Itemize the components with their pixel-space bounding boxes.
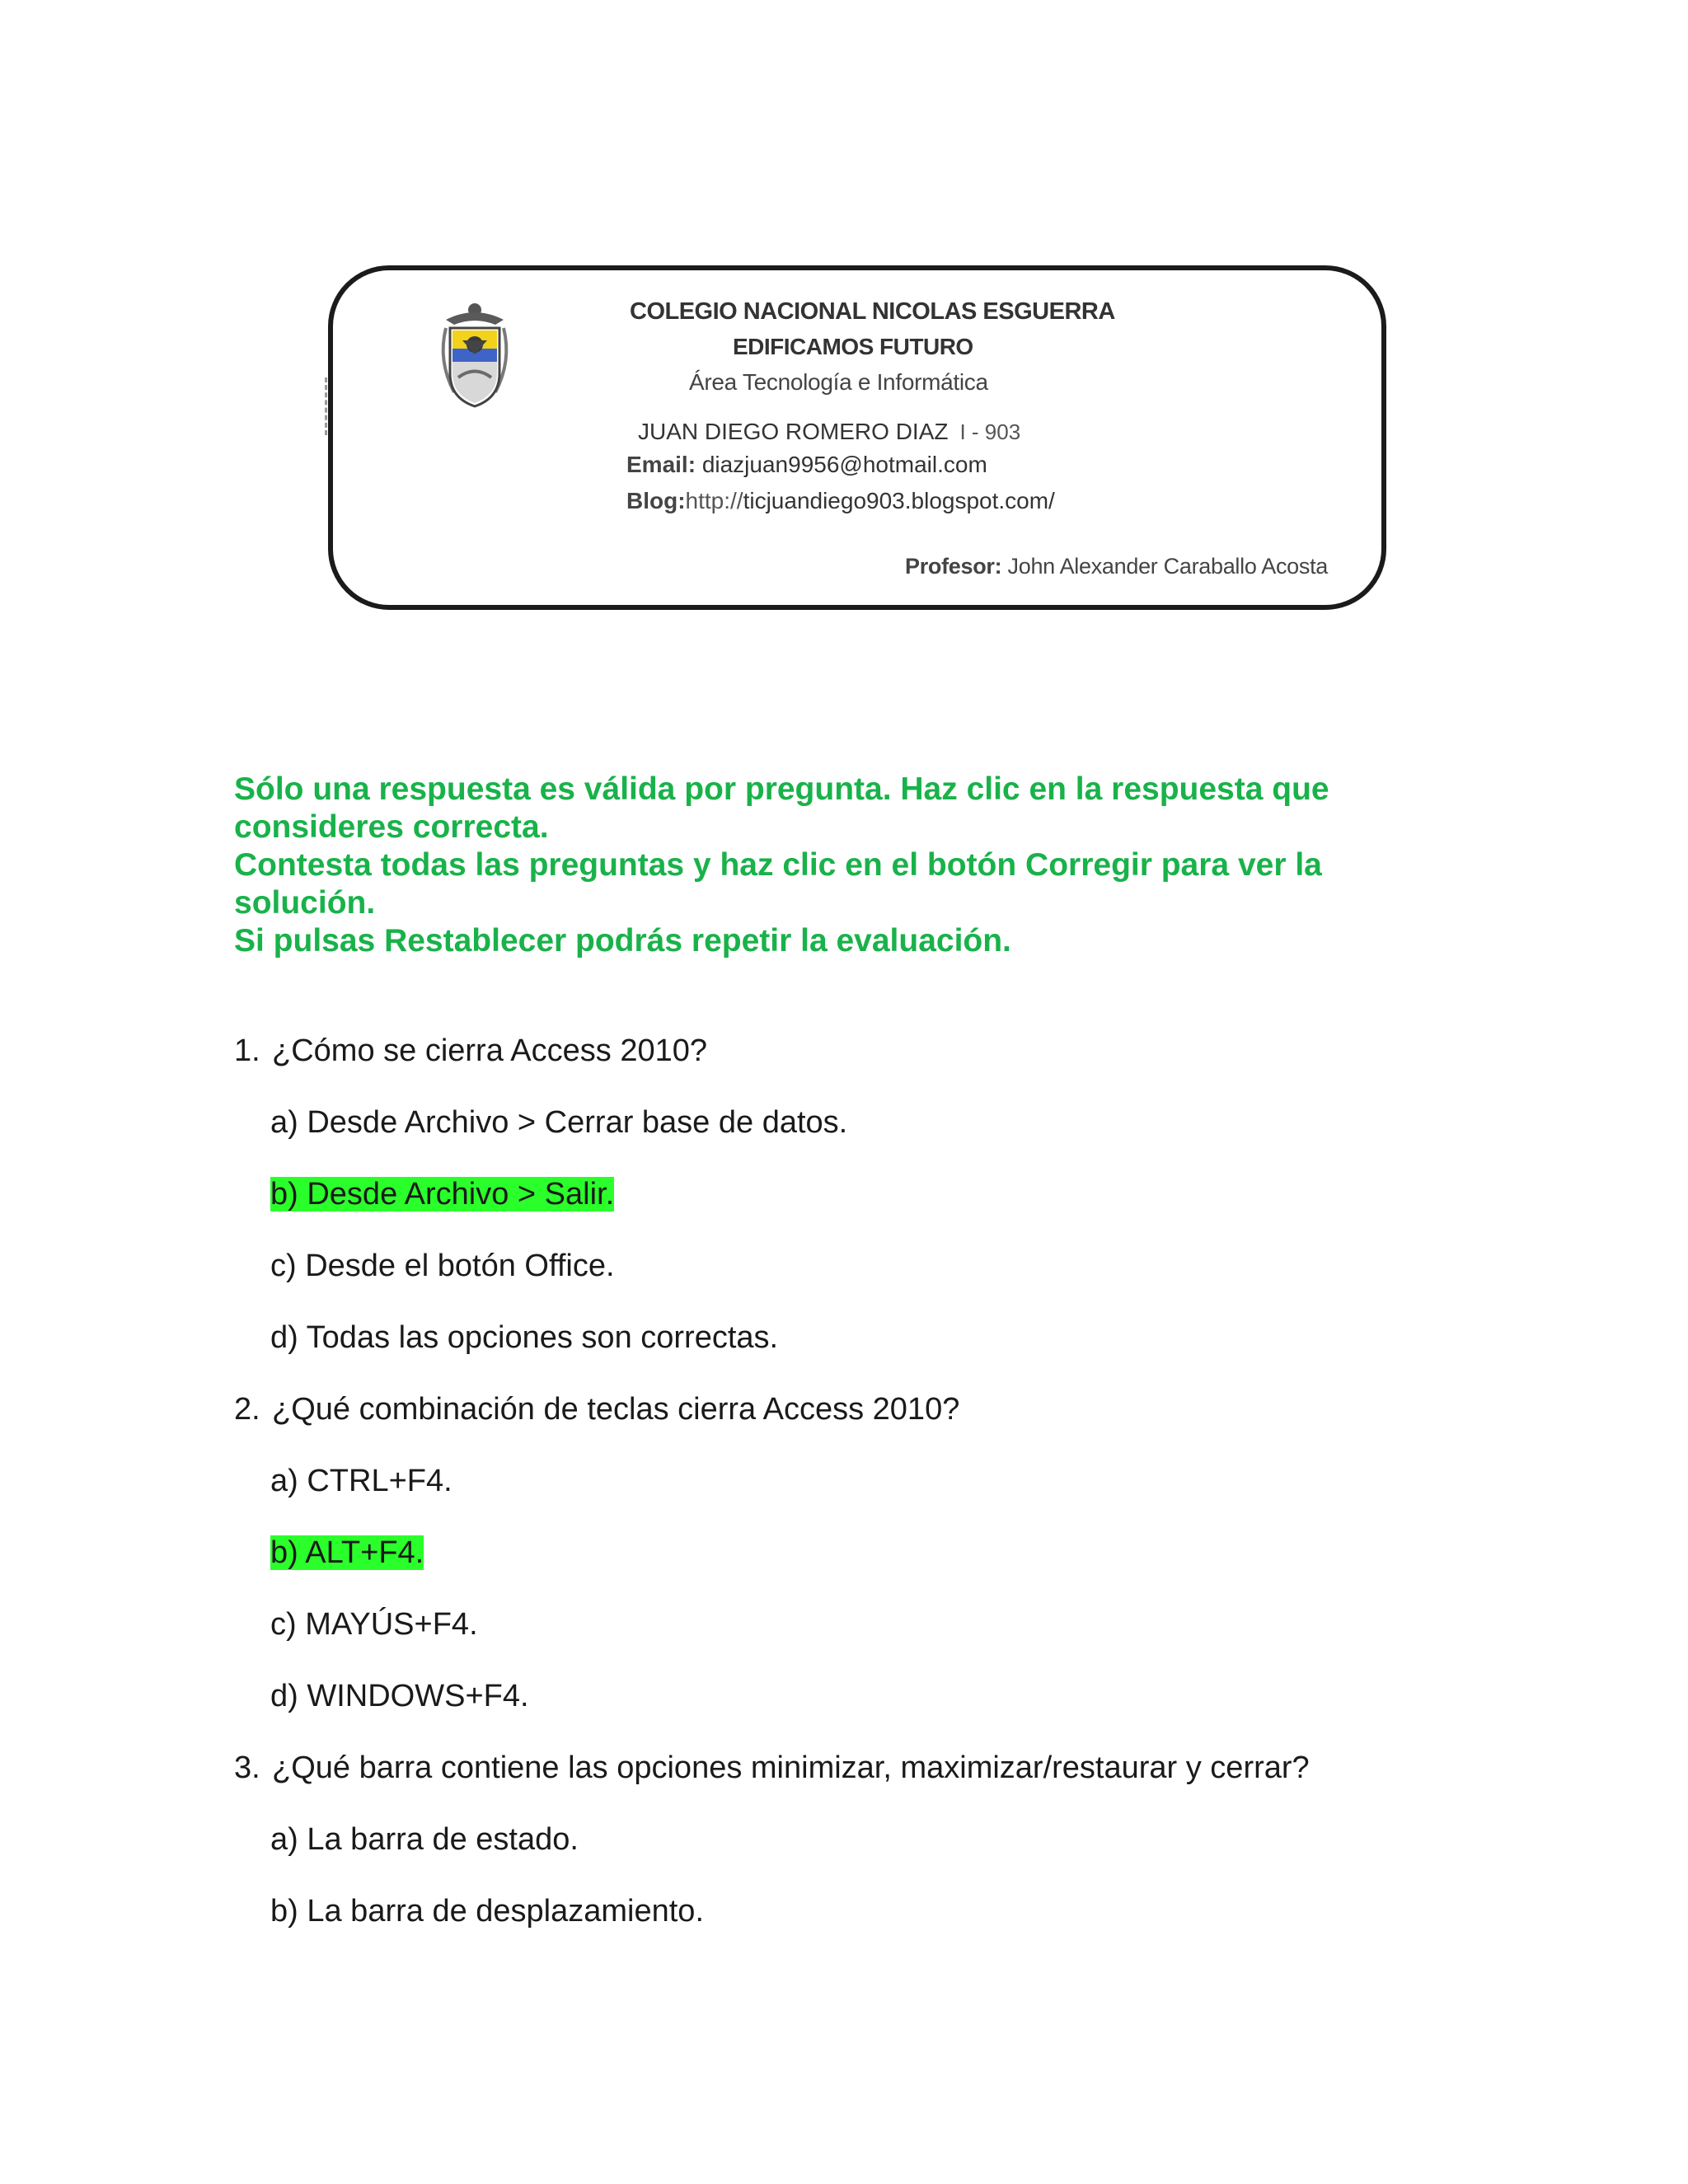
- question-1-option-d[interactable]: [270, 1319, 778, 1357]
- option-text: Todas las opciones son correctas.: [306, 1320, 779, 1355]
- question-text: ¿Cómo se cierra Access 2010?: [272, 1033, 708, 1068]
- question-number: 1.: [234, 1033, 260, 1068]
- option-text: CTRL+F4.: [307, 1464, 452, 1498]
- question-2-option-a[interactable]: [270, 1462, 452, 1500]
- option-letter: a): [270, 1105, 298, 1140]
- option-letter: d): [270, 1679, 298, 1713]
- option-letter: b): [270, 1177, 298, 1212]
- scan-edge-marks: [325, 377, 334, 435]
- student-name: JUAN DIEGO ROMERO DIAZ: [638, 419, 949, 444]
- subject-area: Área Tecnología e Informática: [689, 369, 988, 395]
- question-1: [234, 1032, 707, 1070]
- option-text: Desde Archivo > Cerrar base de datos.: [307, 1105, 848, 1140]
- option-text: ALT+F4.: [305, 1535, 424, 1570]
- school-crest-logo: [429, 295, 520, 419]
- option-text: Desde el botón Office.: [305, 1249, 615, 1283]
- option-letter: c): [270, 1607, 297, 1642]
- email-label: Email:: [626, 452, 696, 477]
- option-letter: c): [270, 1249, 297, 1283]
- blog-row: [626, 488, 1055, 514]
- question-2-option-d[interactable]: [270, 1677, 529, 1715]
- quiz-instructions: [234, 771, 1404, 960]
- option-text: WINDOWS+F4.: [307, 1679, 529, 1713]
- option-letter: d): [270, 1320, 298, 1355]
- question-3: [234, 1749, 1310, 1787]
- instruction-line: Contesta todas las preguntas y haz clic en el botón Corregir para ver la solución.: [234, 847, 1322, 921]
- question-3-option-a[interactable]: [270, 1821, 579, 1858]
- instruction-line: Si pulsas Restablecer podrás repetir la evaluación.: [234, 923, 1011, 958]
- school-name: COLEGIO NACIONAL NICOLAS ESGUERRA: [630, 298, 1115, 325]
- instruction-line: Sólo una respuesta es válida por pregunta. Haz clic en la respuesta que consideres correcta.: [234, 771, 1329, 845]
- school-header-card: [328, 265, 1386, 610]
- highlighted-answer: [270, 1535, 424, 1570]
- option-text: La barra de estado.: [307, 1822, 579, 1857]
- option-letter: b): [270, 1535, 298, 1570]
- teacher-label: Profesor:: [905, 554, 1002, 579]
- question-text: ¿Qué barra contiene las opciones minimizar, maximizar/restaurar y cerrar?: [272, 1750, 1310, 1785]
- email-row: [626, 452, 987, 478]
- option-letter: a): [270, 1822, 298, 1857]
- highlighted-answer: [270, 1177, 614, 1212]
- blog-protocol: http://: [685, 488, 743, 513]
- blog-label: Blog:: [626, 488, 686, 513]
- question-1-option-a[interactable]: [270, 1104, 847, 1141]
- blog-url: ticjuandiego903.blogspot.com/: [743, 488, 1055, 513]
- question-1-option-c[interactable]: [270, 1247, 615, 1285]
- question-1-option-b[interactable]: [270, 1175, 614, 1213]
- option-letter: b): [270, 1894, 298, 1929]
- teacher-row: [905, 554, 1328, 579]
- school-motto: EDIFICAMOS FUTURO: [733, 334, 973, 359]
- option-text: La barra de desplazamiento.: [307, 1894, 705, 1929]
- question-3-option-b[interactable]: [270, 1892, 704, 1930]
- question-number: 2.: [234, 1392, 260, 1427]
- option-text: Desde Archivo > Salir.: [307, 1177, 615, 1212]
- email-address: diazjuan9956@hotmail.com: [701, 452, 987, 477]
- option-text: MAYÚS+F4.: [305, 1607, 478, 1642]
- student-grade: I - 903: [959, 419, 1021, 444]
- student-row: [638, 419, 1020, 445]
- teacher-name: John Alexander Caraballo Acosta: [1007, 554, 1328, 579]
- question-text: ¿Qué combinación de teclas cierra Access 2010?: [272, 1392, 960, 1427]
- question-2: [234, 1390, 959, 1428]
- question-number: 3.: [234, 1750, 260, 1785]
- question-2-option-c[interactable]: [270, 1605, 478, 1643]
- question-2-option-b[interactable]: [270, 1534, 424, 1572]
- option-letter: a): [270, 1464, 298, 1498]
